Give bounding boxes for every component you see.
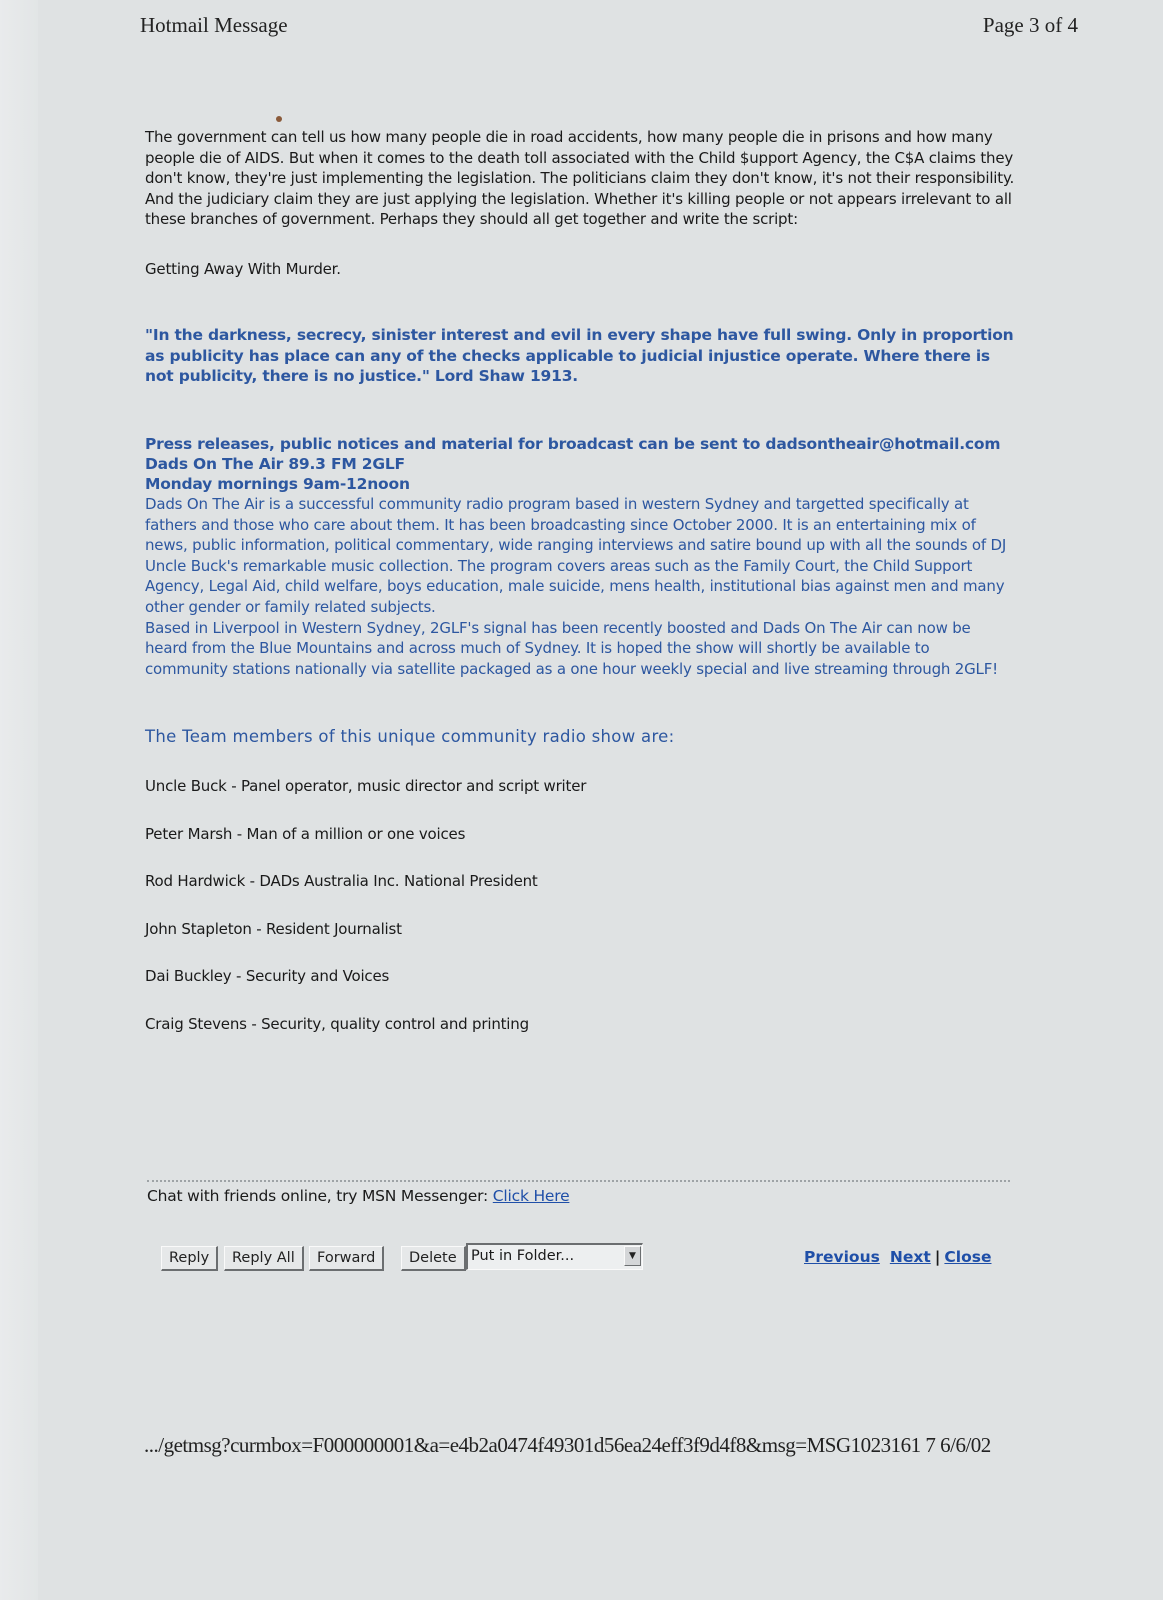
team-member: John Stapleton - Resident Journalist — [145, 919, 402, 938]
divider — [147, 1180, 1010, 1182]
schedule-line: Monday mornings 9am-12noon — [145, 475, 410, 493]
forward-button[interactable]: Forward — [309, 1246, 384, 1271]
delete-button[interactable]: Delete — [401, 1246, 466, 1271]
next-link[interactable]: Next — [889, 1248, 931, 1266]
close-link[interactable]: Close — [944, 1248, 992, 1266]
print-header-title: Hotmail Message — [140, 13, 288, 37]
reply-all-button[interactable]: Reply All — [224, 1246, 304, 1271]
message-paragraph: Getting Away With Murder. — [145, 260, 341, 278]
previous-link[interactable]: Previous — [804, 1248, 880, 1266]
nav-separator: | — [934, 1248, 941, 1266]
reply-button[interactable]: Reply — [161, 1246, 218, 1271]
press-contact-line: Press releases, public notices and material for broadcast can be sent to dadsontheair@hotmail.com — [145, 435, 1001, 453]
messenger-click-here-link[interactable]: Click Here — [492, 1187, 570, 1205]
team-member: Craig Stevens - Security, quality control and printing — [145, 1014, 529, 1033]
scan-speck — [276, 116, 282, 122]
messenger-promo-text: Chat with friends online, try MSN Messenger: — [147, 1187, 489, 1205]
team-list — [145, 776, 1015, 1062]
page-indicator: Page 3 of 4 — [982, 13, 1078, 37]
print-header — [140, 13, 1078, 43]
program-description: Dads On The Air is a successful community radio program based in western Sydney and targetted specifically at fathers and those who care about them. It has been broadcasting since October 2000. It is an entertaining mix of news, public information, political commentary, wide ranging interviews and satire bound up with all the sounds of DJ Uncle Buck's remarkable music collection. The program covers areas such as the Family Court, the Child Support Agency, Legal Aid, child welfare, boys education, male suicide, mens health, institutional bias against men and many other gender or family related subjects. — [145, 495, 1007, 616]
messenger-promo — [147, 1187, 569, 1205]
press-section — [145, 434, 1015, 679]
put-in-folder-select[interactable] — [466, 1243, 643, 1270]
team-heading: The Team members of this unique community radio show are: — [145, 727, 675, 746]
folder-select-value: Put in Folder... — [471, 1248, 575, 1264]
station-line: Dads On The Air 89.3 FM 2GLF — [145, 455, 405, 473]
team-member: Peter Marsh - Man of a million or one voices — [145, 824, 466, 843]
message-quote: "In the darkness, secrecy, sinister interest and evil in every shape have full swing. Only in proportion as publicity has place can any of the checks applicable to judicial injustice operate. Where there is not publicity, there is no justice." Lord Shaw 1913. — [145, 326, 1014, 386]
message-paragraph: The government can tell us how many people die in road accidents, how many people die in prisons and how many people die of AIDS. But when it comes to the death toll associated with the Child $upport Agency, the C$A claims they don't know, they're just implementing the legislation. The politicians claim they don't know, it's not their responsibility. And the judiciary claim they are just applying the legislation. Whether it's killing people or not appears irrelevant to all these branches of government. Perhaps they should all get together and write the script: — [145, 128, 1015, 229]
print-footer-url: .../getmsg?curmbox=F000000001&a=e4b2a0474f49301d56ea24eff3f9d4f8&msg=MSG1023161 7 6/6/02 — [144, 1433, 991, 1457]
chevron-down-icon[interactable]: ▼ — [624, 1246, 641, 1266]
program-description: Based in Liverpool in Western Sydney, 2GLF's signal has been recently boosted and Dads On The Air can now be heard from the Blue Mountains and across much of Sydney. It is hoped the show will shortly be available to community stations nationally via satellite packaged as a one hour weekly special and live streaming through 2GLF! — [145, 618, 998, 678]
team-member: Uncle Buck - Panel operator, music director and script writer — [145, 777, 587, 795]
team-member: Dai Buckley - Security and Voices — [145, 967, 390, 986]
scan-edge — [0, 0, 38, 1600]
message-navigation — [804, 1248, 992, 1266]
team-member: Rod Hardwick - DADs Australia Inc. National President — [145, 872, 538, 891]
